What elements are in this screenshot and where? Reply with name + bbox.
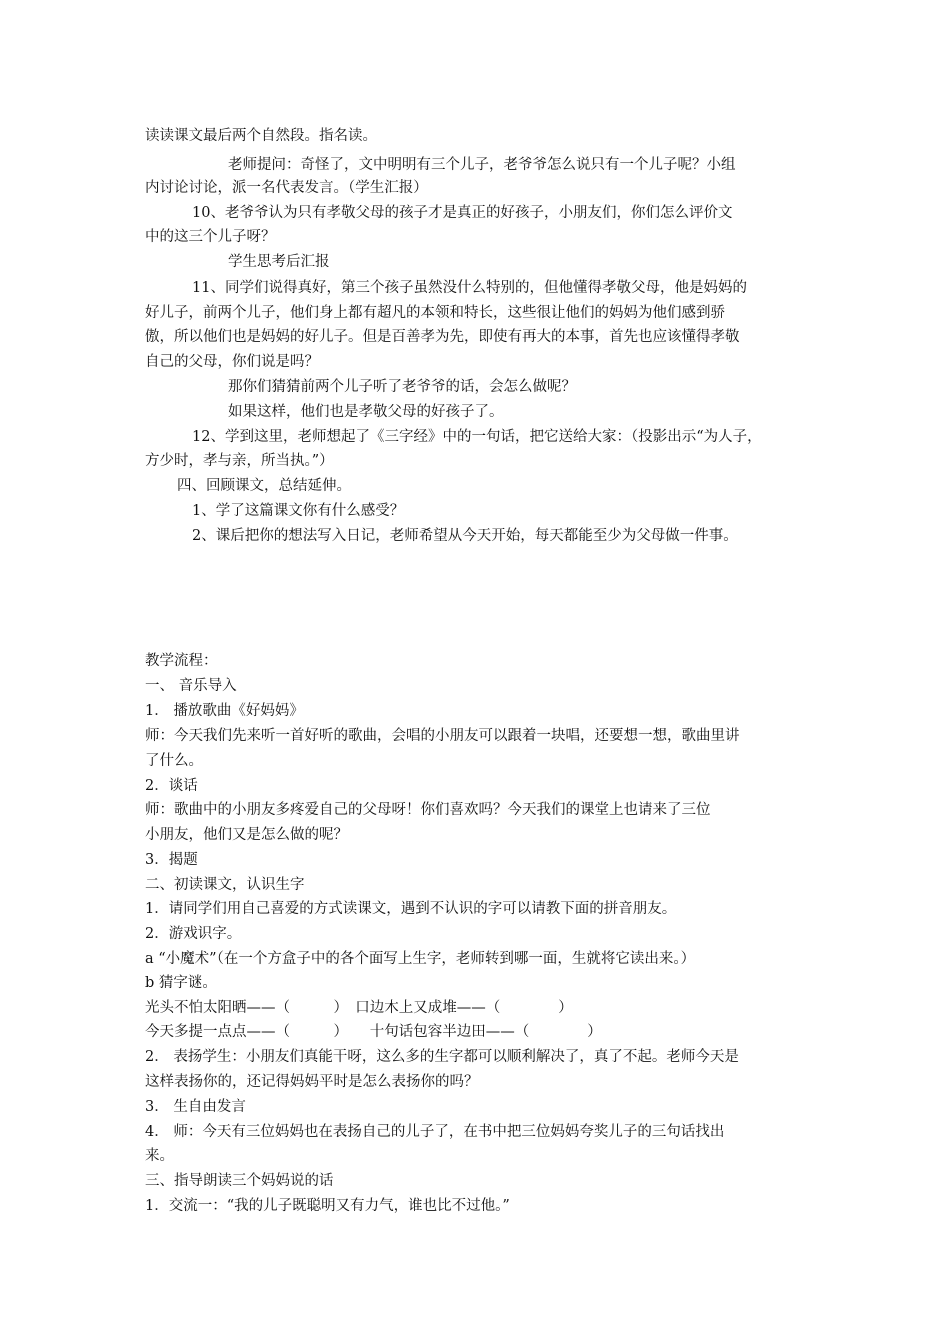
text-line: 如果这样，他们也是孝敬父母的好孩子了。 — [228, 404, 504, 420]
text-line: 这样表扬你的，还记得妈妈平时是怎么表扬你的吗？ — [145, 1074, 479, 1090]
text-line: 2．游戏识字。 — [145, 926, 242, 942]
section-title: 教学流程： — [145, 653, 218, 669]
text-line: 10、老爷爷认为只有孝敬父母的孩子才是真正的好孩子，小朋友们，你们怎么评价文 — [192, 205, 733, 221]
text-line: 方少时，孝与亲，所当执。”） — [145, 453, 334, 469]
text-line: 1、学了这篇课文你有什么感受？ — [192, 503, 405, 519]
text-line: b 猜字谜。 — [145, 975, 217, 991]
text-line: 那你们猜猜前两个儿子听了老爷爷的话，会怎么做呢？ — [228, 379, 576, 395]
text-line: 师：歌曲中的小朋友多疼爱自己的父母呀！你们喜欢吗？今天我们的课堂上也请来了三位 — [145, 802, 711, 818]
text-line: 3． 生自由发言 — [145, 1099, 246, 1115]
text-line: 来。 — [145, 1148, 174, 1164]
riddle-line: 今天多提一点点——（ ） 十句话包容半边田——（ ） — [145, 1024, 602, 1040]
text-line: 小朋友，他们又是怎么做的呢？ — [145, 827, 348, 843]
text-line: 自己的父母，你们说是吗？ — [145, 354, 319, 370]
text-line: 2．谈话 — [145, 778, 198, 794]
text-line: 学生思考后汇报 — [228, 254, 330, 270]
text-line: 了什么。 — [145, 753, 203, 769]
section-heading: 二、初读课文，认识生字 — [145, 877, 305, 893]
text-line: 1．交流一：“我的儿子既聪明又有力气，谁也比不过他。” — [145, 1198, 510, 1214]
text-line: 4． 师：今天有三位妈妈也在表扬自己的儿子了，在书中把三位妈妈夸奖儿子的三句话找出 — [145, 1124, 725, 1140]
text-line: 中的这三个儿子呀？ — [145, 229, 276, 245]
section-heading: 四、回顾课文，总结延伸。 — [177, 478, 351, 494]
text-line: 12、学到这里，老师想起了《三字经》中的一句话，把它送给大家：（投影出示“为人子， — [192, 429, 762, 445]
text-line: a “小魔术”（在一个方盒子中的各个面写上生字，老师转到哪一面，生就将它读出来。） — [145, 951, 696, 967]
section-heading: 一、 音乐导入 — [145, 678, 237, 694]
text-line: 好儿子，前两个儿子，他们身上都有超凡的本领和特长，这些很让他们的妈妈为他们感到骄 — [145, 305, 725, 321]
text-line: 2、课后把你的想法写入日记，老师希望从今天开始，每天都能至少为父母做一件事。 — [192, 528, 738, 544]
text-line: 读读课文最后两个自然段。指名读。 — [145, 128, 377, 144]
riddle-line: 光头不怕太阳晒——（ ） 口边木上又成堆——（ ） — [145, 1000, 573, 1016]
text-line: 傲，所以他们也是妈妈的好儿子。但是百善孝为先，即使有再大的本事，首先也应该懂得孝敬 — [145, 329, 740, 345]
text-line: 11、同学们说得真好，第三个孩子虽然没什么特别的，但他懂得孝敬父母，他是妈妈的 — [192, 280, 747, 296]
text-line: 老师提问：奇怪了，文中明明有三个儿子，老爷爷怎么说只有一个儿子呢？小组 — [228, 157, 736, 173]
text-line: 师：今天我们先来听一首好听的歌曲，会唱的小朋友可以跟着一块唱，还要想一想，歌曲里讲 — [145, 728, 740, 744]
text-line: 1． 播放歌曲《好妈妈》 — [145, 703, 304, 719]
text-line: 3．揭题 — [145, 852, 198, 868]
text-line: 2． 表扬学生：小朋友们真能干呀，这么多的生字都可以顺利解决了，真了不起。老师今天是 — [145, 1049, 739, 1065]
text-line: 内讨论讨论，派一名代表发言。（学生汇报） — [145, 180, 428, 196]
text-line: 1．请同学们用自己喜爱的方式读课文，遇到不认识的字可以请教下面的拼音朋友。 — [145, 901, 677, 917]
section-heading: 三、指导朗读三个妈妈说的话 — [145, 1173, 334, 1189]
